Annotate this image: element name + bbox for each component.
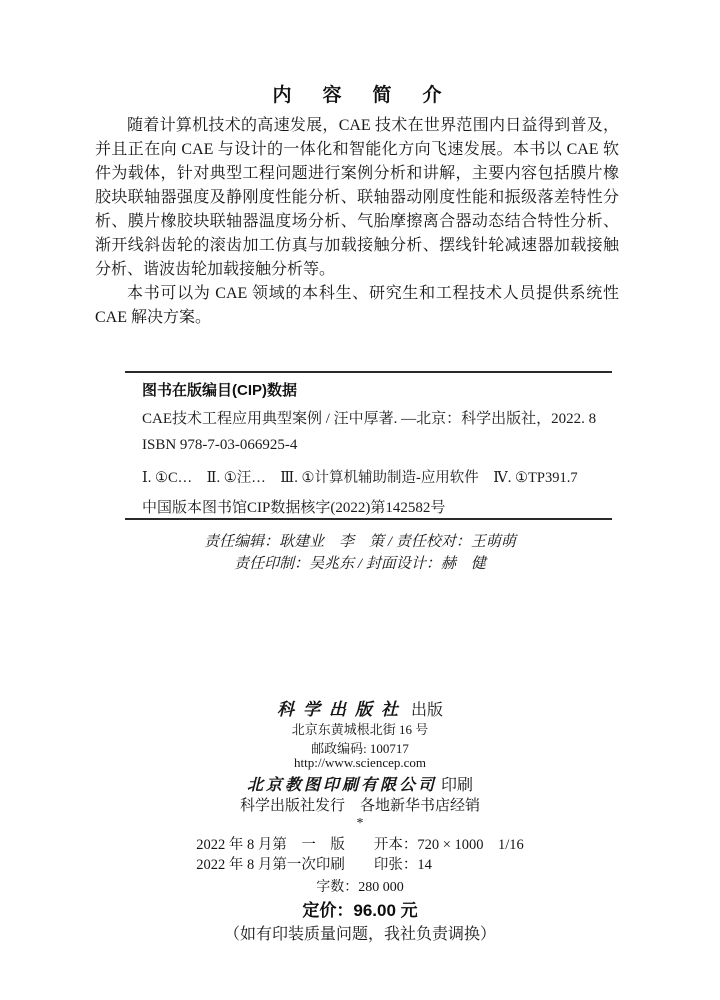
publisher-role: 出版	[406, 702, 443, 719]
cip-data-box	[125, 371, 612, 520]
separator-star: *	[356, 816, 364, 831]
distribution-line: 科学出版社发行 各地新华书店经销	[239, 798, 480, 814]
printer-line	[0, 772, 720, 794]
postal-code: 邮政编码: 100717	[311, 741, 409, 756]
intro-line: 析、膜片橡胶块联轴器温度场分析、气胎摩擦离合器动态结合特性分析、	[95, 213, 619, 230]
publisher-address: 北京东黄城根北街 16 号	[291, 722, 429, 737]
cip-record: 中国版本图书馆CIP数据核字(2022)第142582号	[142, 500, 446, 516]
publisher-name-script: 科学出版社	[276, 700, 407, 719]
intro-line: 本书可以为 CAE 领域的本科生、研究生和工程技术人员提供系统性	[127, 285, 619, 302]
intro-line: CAE 解决方案。	[95, 309, 212, 326]
publisher-line	[0, 695, 720, 719]
edition-block	[196, 835, 524, 875]
intro-line: 随着计算机技术的高速发展，CAE 技术在世界范围内日益得到普及，	[127, 117, 619, 134]
intro-line: 胶块联轴器强度及静刚度性能分析、联轴器动刚度性能和振级落差特性分	[95, 189, 619, 206]
wordcount-line: 字数：280 000	[316, 880, 404, 895]
cip-heading: 图书在版编目(CIP)数据	[142, 382, 297, 399]
cip-title-line: CAE技术工程应用典型案例 / 汪中厚著. —北京：科学出版社，2022. 8	[142, 411, 597, 427]
edition-line: 2022 年 8 月第 一 版 开本：720 × 1000 1/16	[196, 837, 524, 853]
intro-line: 渐开线斜齿轮的滚齿加工仿真与加载接触分析、摆线针轮减速器加载接触	[95, 237, 619, 254]
cip-classification: Ⅰ. ①C… Ⅱ. ①汪… Ⅲ. ①计算机辅助制造-应用软件 Ⅳ. ①TP391.7	[142, 470, 578, 486]
intro-text-block	[95, 114, 619, 330]
page-title: 内 容 简 介	[272, 85, 448, 106]
colophon-block	[0, 695, 720, 945]
credits-block	[0, 531, 720, 575]
quality-notice: （如有印装质量问题，我社负责调换）	[223, 926, 496, 943]
printer-role: 印刷	[437, 777, 474, 794]
printing-line: 2022 年 8 月第一次印刷 印张：14	[196, 857, 432, 873]
printer-name-script: 北京教图印刷有限公司	[246, 777, 437, 794]
publisher-website: http://www.sciencep.com	[293, 755, 426, 770]
intro-line: 分析、谐波齿轮加载接触分析等。	[95, 261, 336, 278]
credits-line-editors: 责任编辑：耿建业 李 策 / 责任校对：王萌萌	[204, 534, 516, 550]
cip-isbn: ISBN 978-7-03-066925-4	[142, 437, 298, 453]
intro-line: 并且正在向 CAE 与设计的一体化和智能化方向飞速发展。本书以 CAE 软	[95, 141, 619, 158]
credits-line-printing: 责任印制：吴兆东 / 封面设计：赫 健	[234, 556, 486, 572]
price-line: 定价：96.00 元	[302, 901, 418, 920]
intro-line: 件为载体，针对典型工程问题进行案例分析和讲解，主要内容包括膜片橡	[95, 165, 619, 182]
